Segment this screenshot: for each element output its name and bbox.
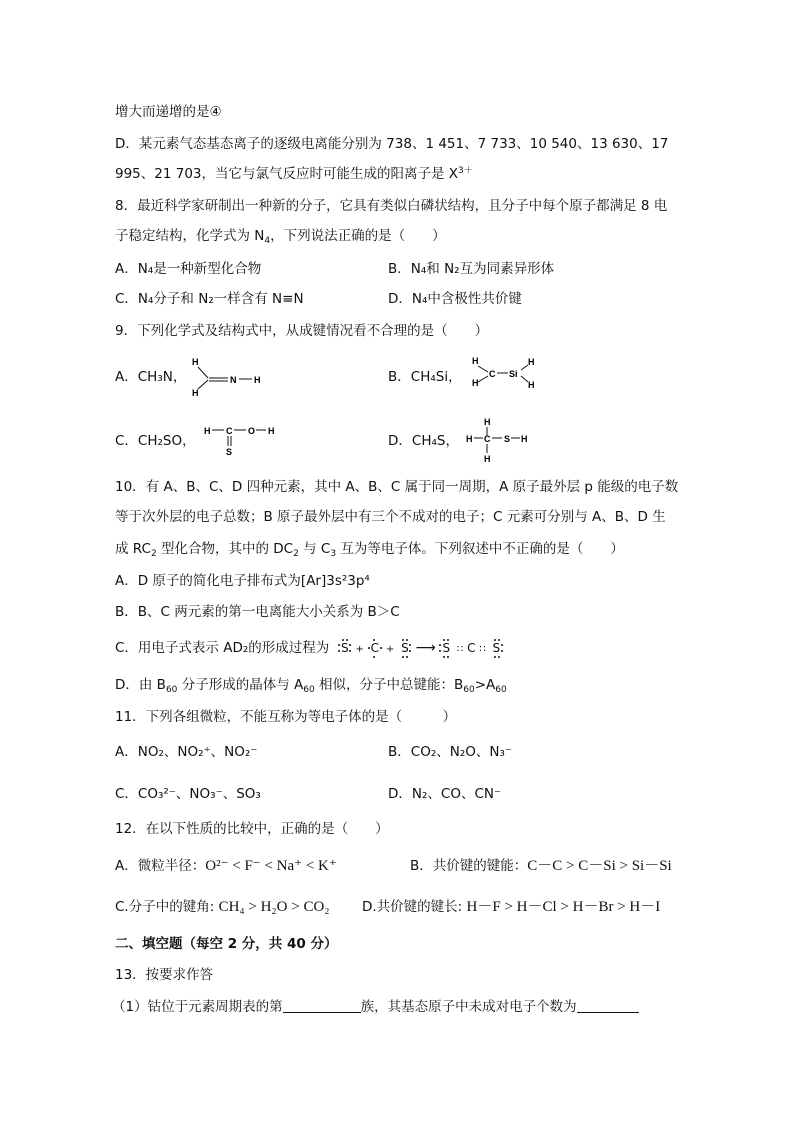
atom-h: H	[528, 380, 535, 390]
structure-formula-a	[188, 356, 278, 400]
atom-s: S	[226, 447, 233, 457]
text-line: 增大而递增的是④	[115, 104, 222, 120]
q12-option-d: D.共价键的键长: H－F > H－Cl > H－Br > H－I	[362, 899, 661, 915]
atom-si: Si	[509, 369, 518, 379]
section-heading: 二、填空题（每空 2 分，共 40 分）	[115, 936, 338, 952]
answer-blank[interactable]	[577, 998, 639, 1013]
lewis-s-atom: S	[398, 636, 412, 660]
text-fragment: 成 RC	[115, 541, 151, 557]
text-fragment: 与 C	[298, 541, 331, 557]
q8-option-a: A．N₄是一种新型化合物	[115, 261, 262, 277]
q11-option-b: B．CO₂、N₂O、N₃⁻	[388, 744, 512, 760]
lewis-s-atom: S	[439, 636, 453, 660]
q11-option-c: C．CO₃²⁻、NO₃⁻、SO₃	[115, 786, 261, 802]
plus-sign: +	[385, 644, 395, 655]
q12-option-a: A．微粒半径：O²⁻ < F⁻ < Na⁺ < K⁺	[115, 858, 337, 874]
atom-c: C	[484, 434, 491, 444]
q13-part-1: （1）钴位于元素周期表的第 族，其基态原子中未成对电子个数为	[112, 998, 639, 1016]
atom-h: H	[192, 357, 199, 367]
question-13-stem: 13．按要求作答	[115, 967, 214, 983]
q9-option-a: A．CH₃N，	[115, 369, 187, 385]
question-10-stem-2: 等于次外层的电子总数；B 原子最外层中有三个不成对的电子；C 元素可分别与 A、B、D 生	[115, 509, 666, 525]
question-8-stem-2: 子稳定结构，化学式为 $N_4$，下列说法正确的是（ ）	[115, 228, 446, 246]
atom-c: C	[489, 369, 496, 379]
superscript: 3＋	[458, 166, 473, 176]
atom-h: H	[204, 426, 211, 436]
atom-h: H	[472, 378, 479, 388]
atom-h: H	[484, 454, 491, 464]
atom-c: C	[226, 426, 233, 436]
lewis-formation-equation	[338, 636, 503, 662]
question-10-stem: 10．有 A、B、C、D 四种元素，其中 A、B、C 属于同一周期，A 原子最外层 p 能级的电子数	[115, 479, 679, 495]
text-fragment: 子稳定结构，化学式为 N	[115, 228, 265, 244]
lewis-s-atom: S	[338, 636, 352, 660]
q8-option-d: D．N₄中含极性共价键	[388, 291, 522, 307]
lewis-c-atom: C	[368, 636, 382, 660]
q11-option-d: D．N₂、CO、CN⁻	[388, 786, 502, 802]
atom-n: N	[230, 375, 237, 385]
question-8-stem: 8．最近科学家研制出一种新的分子，它具有类似白磷状结构，且分子中每个原子都满足 8 电	[115, 198, 668, 214]
shared-pair-icon: ∷	[479, 644, 486, 655]
q8-option-c: C．N₄分子和 N₂一样含有 N≡N	[115, 291, 304, 307]
atom-h: H	[466, 434, 473, 444]
question-9-stem: 9．下列化学式及结构式中，从成键情况看不合理的是（ ）	[115, 323, 489, 339]
q10-option-b: B．B、C 两元素的第一电离能大小关系为 B＞C	[115, 604, 400, 620]
atom-h: H	[472, 356, 479, 366]
question-10-stem-3: 成 $RC_2$ 型化合物，其中的 $DC_2$ 与 $C_3$ 互为等电子体。下列叙述中不正确的是（ ）	[115, 541, 624, 559]
q10-option-d: D．由 $B_{60}$ 分子形成的晶体与 $A_{60}$ 相似，分子中总键能：$B_{60}>A_{60}$	[115, 677, 507, 695]
atom-o: O	[248, 426, 256, 436]
atom-h: H	[268, 426, 275, 436]
q12-option-b: B．共价键的键能：C－C > C－Si > Si－Si	[410, 858, 672, 874]
arrow-icon: ⟶	[415, 640, 436, 656]
q9-option-c: C．CH₂SO，	[115, 433, 196, 449]
plus-sign: +	[355, 644, 364, 655]
lewis-c-center: C	[467, 641, 476, 655]
text-line	[115, 165, 473, 183]
question-11-stem: 11．下列各组微粒，不能互称为等电子体的是（ ）	[115, 709, 457, 725]
atom-s: S	[504, 434, 511, 444]
structure-formula-d	[464, 416, 534, 466]
text-fragment: ，下列说法正确的是（ ）	[270, 228, 446, 244]
atom-h: H	[528, 357, 535, 367]
atom-h: H	[192, 388, 199, 398]
text-fragment: 995、21 703，当它与氯气反应时可能生成的阳离子是 X	[115, 166, 459, 182]
text-fragment: 互为等电子体。下列叙述中不正确的是（ ）	[336, 541, 624, 557]
lewis-s-atom: S	[490, 636, 504, 660]
text-fragment: 型化合物，其中的 DC	[156, 541, 294, 557]
q9-option-d: D．CH₄S，	[388, 433, 459, 449]
answer-blank[interactable]	[283, 998, 361, 1013]
structure-formula-c	[202, 420, 287, 460]
question-12-stem: 12．在以下性质的比较中，正确的是（ ）	[115, 821, 389, 837]
atom-h: H	[254, 375, 261, 385]
q9-option-b: B．CH₄Si，	[388, 369, 462, 385]
q12-option-c: C.分子中的键角: CH₄ > H₂O > CO₂	[115, 899, 330, 915]
text-line: D．某元素气态基态离子的逐级电离能分别为 738、1 451、7 733、10 540、13 630、17	[115, 136, 669, 152]
atom-h: H	[484, 417, 491, 427]
q10-option-a: A．D 原子的简化电子排布式为[Ar]3s²3p⁴	[115, 573, 370, 589]
q8-option-b: B．N₄和 N₂互为同素异形体	[388, 261, 555, 277]
q11-option-a: A．NO₂、NO₂⁺、NO₂⁻	[115, 744, 258, 760]
structure-formula-b	[466, 353, 546, 393]
shared-pair-icon: ∷	[456, 644, 464, 655]
atom-h: H	[521, 434, 528, 444]
q10-option-c: C．用电子式表示 AD₂的形成过程为	[115, 640, 330, 656]
